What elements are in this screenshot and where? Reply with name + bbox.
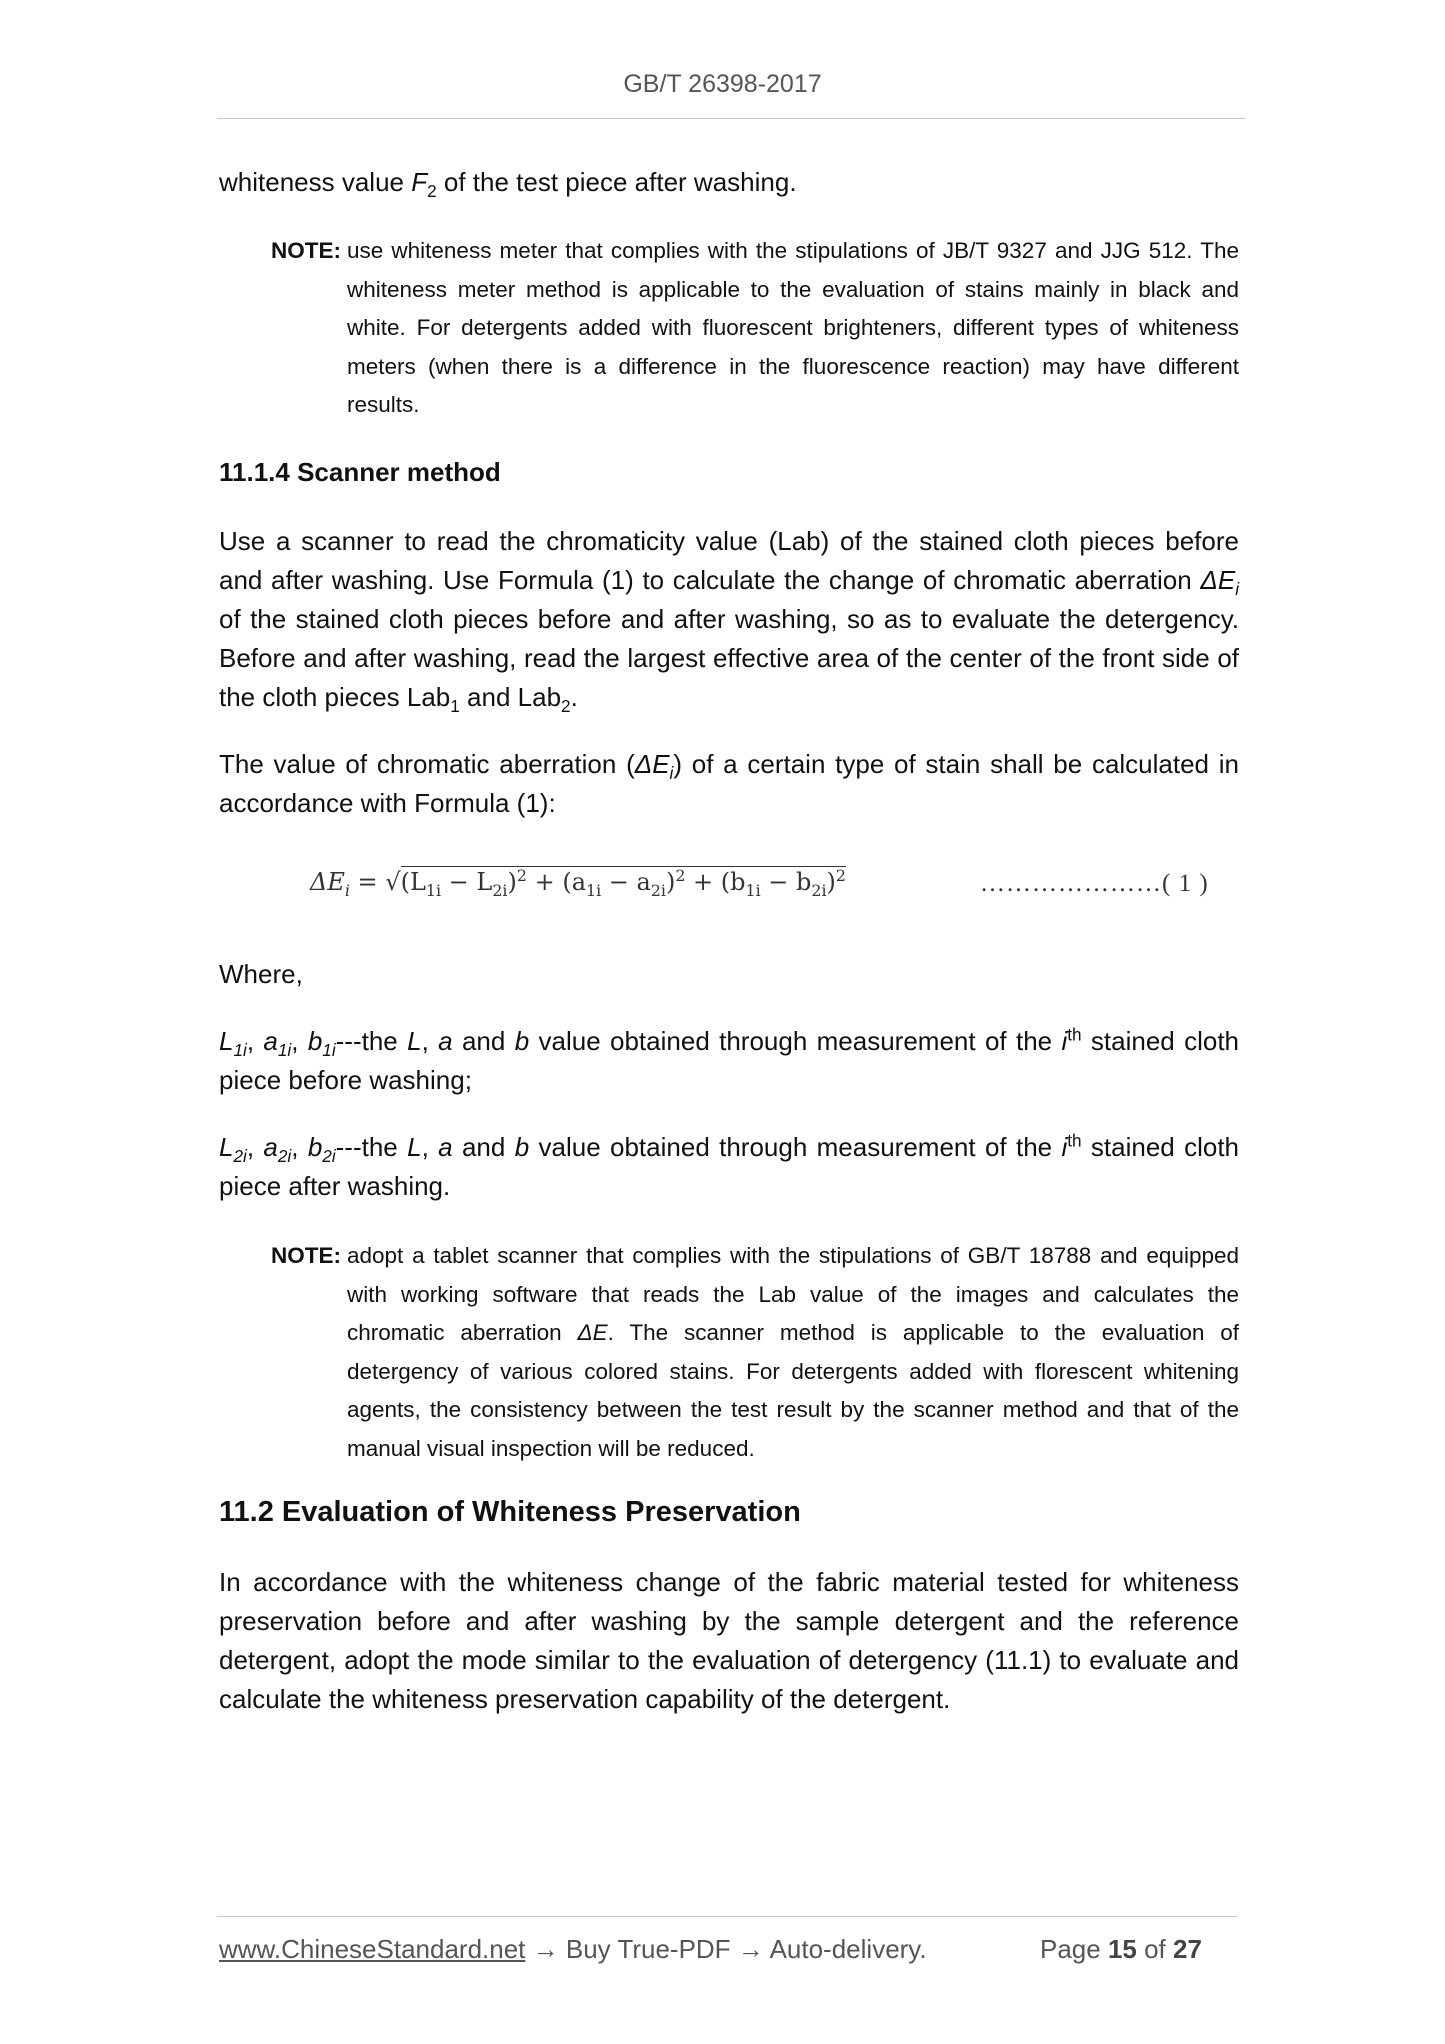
page-number: Page 15 of 27 <box>1040 1934 1202 1964</box>
footer-divider <box>217 1916 1237 1917</box>
section-heading-11-2: 11.2 Evaluation of Whiteness Preservation <box>219 1496 801 1528</box>
note-tablet-scanner <box>271 1237 1239 1468</box>
note-text: adopt a tablet scanner that complies with the stipulations of GB/T 18788 and equipped with working software that reads the Lab value of the images and calculates the chromatic aberration ΔE. The scanner method is applicable to the evaluation of detergency of various colored stains. For detergents added with florescent whitening agents, the consistency between the test result by the scanner method and that of the manual visual inspection will be reduced. <box>347 1243 1239 1461</box>
definition-before-washing: $L_{1i}$, $a_{1i}$, $b_{1i}--$-the L, a and b value obtained through measurement of the $i^{th}$ stained cloth piece before washing; <box>219 1024 1240 1095</box>
paragraph-scanner: Use a scanner to read the chromaticity value (Lab) of the stained cloth pieces before and after washing. Use Formula (1) to calculate the change of chromatic aberration $\Delta E_i$ of the stained cloth pieces before and after washing, so as to evaluate the detergency. Before and after washing, read the largest effective area of the center of the front side of the cloth pieces Lab$_1$ and Lab$_2$. <box>219 526 1239 717</box>
note-label: NOTE: <box>271 1243 341 1268</box>
paragraph-chromatic-value: The value of chromatic aberration $(\Delta E_i)$ of a certain type of stain shall be calculated in accordance with Formula (1): <box>219 749 1239 818</box>
note-label: NOTE: <box>271 238 341 263</box>
site-link[interactable]: www.ChineseStandard.net <box>219 1934 526 1964</box>
definition-after-washing: $L_{2i}$, $a_{2i}$, $b_{2i}--$-the L, a and b value obtained through measurement of the $i^{th}$ stained cloth piece after washing. <box>219 1130 1240 1201</box>
paragraph-intro: whiteness value $F_2$ of the test piece after washing. <box>219 167 797 202</box>
footer-promo: www.ChineseStandard.net → Buy True-PDF → Auto-delivery. <box>219 1934 927 1964</box>
header-divider <box>217 118 1245 119</box>
formula-number: …………………( 1 ) <box>980 870 1209 897</box>
note-text: use whiteness meter that complies with the stipulations of JB/T 9327 and JJG 512. The whiteness meter method is applicable to the evaluation of stains mainly in black and white. For detergents added with fluorescent brighteners, different types of whiteness meters (when there is a difference in the fluorescence reaction) may have different results. <box>347 238 1239 417</box>
formula-1: $\Delta E_i = √(L_{1i} - L_{2i})^2 + (a_{1i} - a_{2i})^2 + (b_{1i} - b_{2i})^2$ <box>310 866 846 900</box>
formula-radicand: $(L_{1i} - L_{2i})^2 + (a_{1i} - a_{2i})^2 + (b_{1i} - b_{2i})^2$ <box>400 866 846 900</box>
paragraph-whiteness-preservation: In accordance with the whiteness change of the fabric material tested for whiteness preservation before and after washing by the sample detergent and the reference detergent, adopt the mode similar to the evaluation of detergency (11.1) to evaluate and calculate the whiteness preservation capability of the detergent. <box>219 1567 1239 1714</box>
where-label: Where, <box>219 959 303 989</box>
note-whiteness-meter <box>271 232 1239 425</box>
section-heading-11-1-4: 11.1.4 Scanner method <box>219 457 501 487</box>
page-header: GB/T 26398-2017 <box>623 70 822 98</box>
